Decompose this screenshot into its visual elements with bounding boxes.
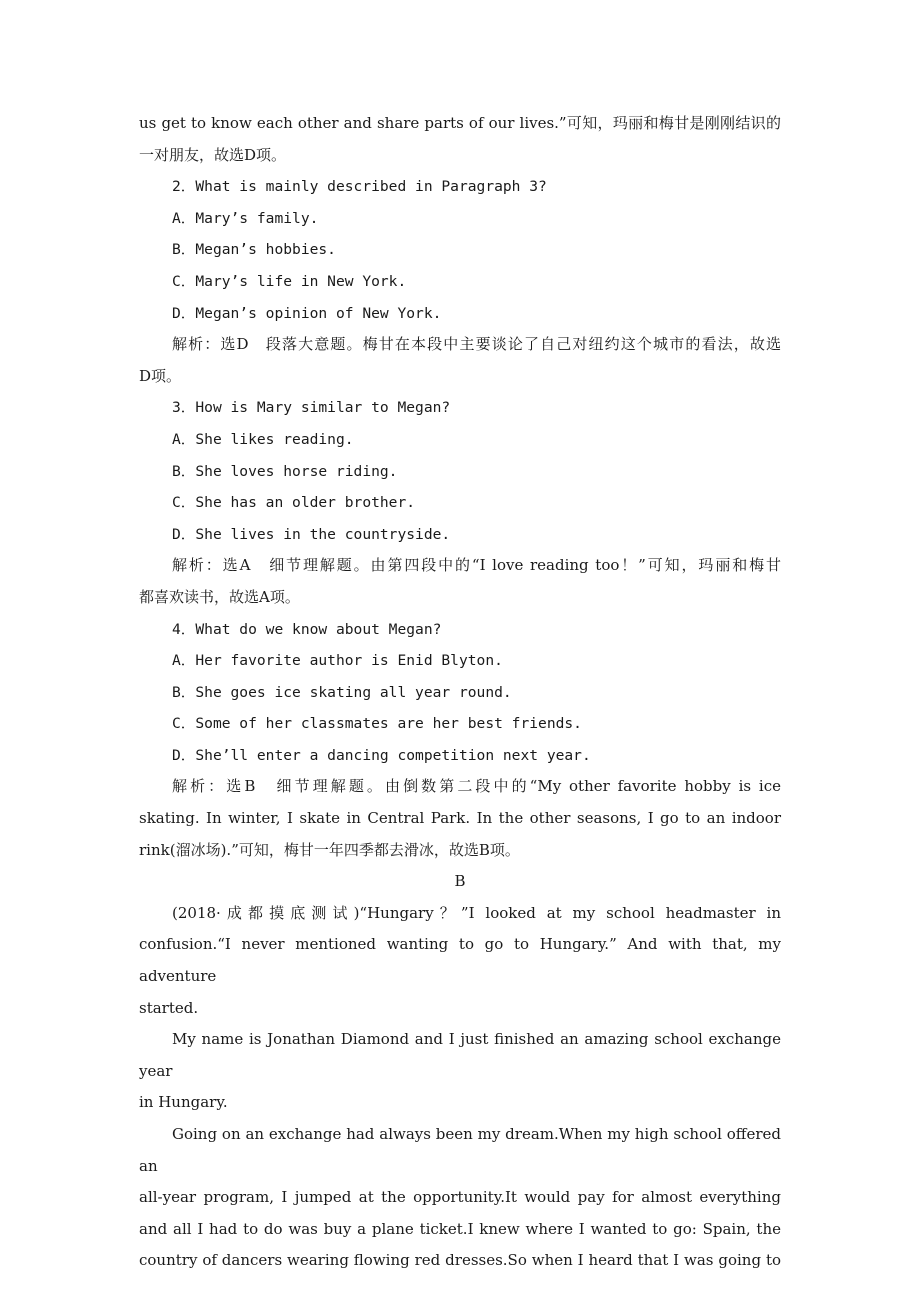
q4-option-b: B．She goes ice skating all year round. [172,683,512,701]
passage-p3-line-2: all-year program, I jumped at the opportunity.It would pay for almost everything [139,1188,781,1207]
document-body [139,108,781,1277]
q2-option-d: D．Megan’s opinion of New York. [172,304,442,322]
passage-p2-line-1: My name is Jonathan Diamond and I just finished an amazing school exchange year [139,1030,781,1080]
passage-p2-line-2: in Hungary. [139,1093,228,1112]
question-4: 4．What do we know about Megan? [172,620,442,638]
q3-option-b: B．She loves horse riding. [172,462,398,480]
q4-analysis-line-2: skating. In winter, I skate in Central Park. In the other seasons, I go to an indoor [139,809,781,828]
question-3: 3．How is Mary similar to Megan? [172,399,451,417]
q2-option-b: B．Megan’s hobbies. [172,241,336,259]
q4-option-a: A．Her favorite author is Enid Blyton. [172,652,503,670]
q3-option-c: C．She has an older brother. [172,494,416,512]
passage-p3-line-1: Going on an exchange had always been my dream.When my high school offered an [139,1125,781,1175]
passage-p1-line-1: (2018·成都摸底测试)“Hungary？”I looked at my school headmaster in [172,903,781,922]
passage-p1-line-3: started. [139,998,199,1017]
q3-option-d: D．She lives in the countryside. [172,525,451,543]
q3-option-a: A．She likes reading. [172,430,354,448]
passage-p1-line-2: confusion.“I never mentioned wanting to go to Hungary.” And with that, my adventure [139,935,781,986]
q2-analysis-line-1: 解析：选D 段落大意题。梅甘在本段中主要谈论了自己对纽约这个城市的看法，故选 [172,335,781,354]
q2-analysis-line-2: D项。 [139,366,182,385]
q2-option-a: A．Mary’s family. [172,209,319,227]
passage-p3-line-4: country of dancers wearing flowing red dresses.So when I heard that I was going to [139,1251,781,1270]
q3-analysis-line-2: 都喜欢读书，故选A项。 [139,587,300,606]
q4-analysis-line-3: rink(溜冰场).”可知，梅甘一年四季都去滑冰，故选B项。 [139,840,520,859]
intro-line-2: 一对朋友，故选D项。 [139,145,287,164]
section-heading: B [454,872,466,891]
passage-p3-line-3: and all I had to do was buy a plane ticket.I knew where I wanted to go: Spain, the [139,1219,781,1238]
q4-option-c: C．Some of her classmates are her best friends. [172,715,582,733]
q2-option-c: C．Mary’s life in New York. [172,272,407,290]
q3-analysis-line-1: 解析：选A 细节理解题。由第四段中的“I love reading too！”可知，玛丽和梅甘 [172,556,781,575]
intro-line-1: us get to know each other and share parts of our lives.”可知，玛丽和梅甘是刚刚结识的 [139,114,781,132]
question-2: 2．What is mainly described in Paragraph 3? [172,178,547,196]
q4-analysis-line-1: 解析：选B 细节理解题。由倒数第二段中的“My other favorite hobby is ice [172,777,781,796]
q4-option-d: D．She’ll enter a dancing competition next year. [172,746,591,764]
